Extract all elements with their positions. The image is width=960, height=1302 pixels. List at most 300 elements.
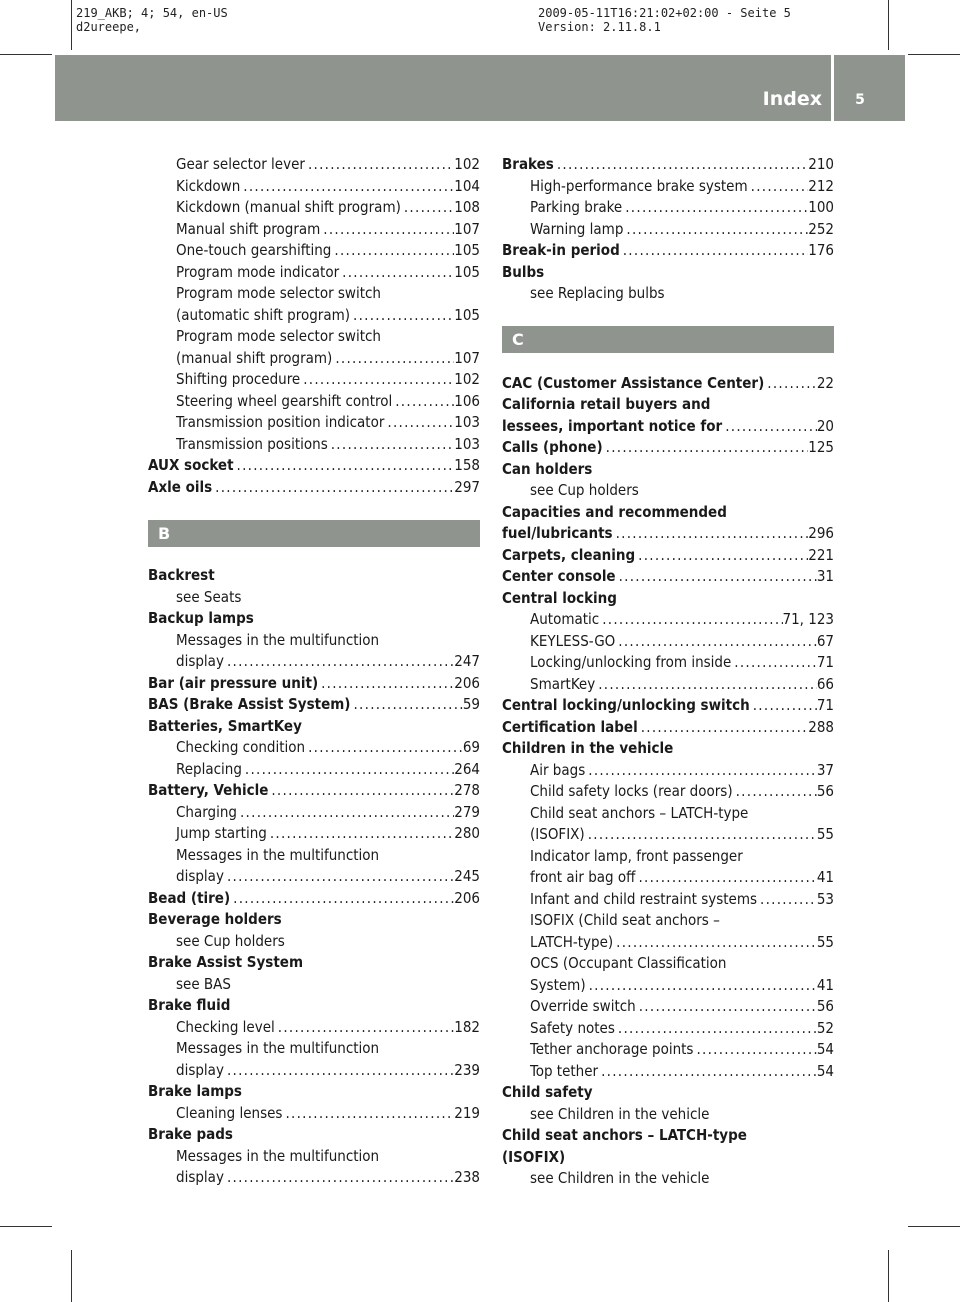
entry-term: Gear selector lever: [176, 155, 305, 173]
entry-page: 37: [816, 760, 834, 779]
entry-page: 67: [816, 631, 834, 650]
entry-heading: Central locking/unlocking switch: [502, 696, 750, 714]
dot-leader: [224, 651, 454, 673]
crop-mark: [71, 1250, 72, 1302]
index-entry-line: [502, 1147, 834, 1169]
entry-term: Messages in the multifunction: [176, 1039, 380, 1057]
entry-heading: California retail buyers and: [502, 395, 711, 413]
dot-leader: [731, 652, 817, 674]
dot-leader: [638, 717, 809, 739]
page-title: Index: [762, 88, 822, 110]
entry-term: Cleaning lenses: [176, 1103, 283, 1122]
entry-heading: AUX socket: [148, 456, 234, 474]
entry-see: see Cup holders: [176, 931, 285, 950]
entry-page: 71: [816, 696, 834, 714]
index-entry: [502, 262, 834, 284]
entry-page: 280: [454, 824, 480, 842]
entry-term: Kickdown: [176, 176, 241, 195]
index-entry: [148, 219, 480, 241]
index-entry: [148, 477, 480, 499]
index-entry: [502, 373, 834, 395]
entry-term: display: [176, 1168, 224, 1186]
index-entry-line: [502, 502, 834, 524]
dot-leader: [237, 802, 454, 824]
index-entry: [502, 219, 834, 241]
entry-page: 182: [454, 1017, 480, 1036]
entry-term: Checking level: [176, 1017, 275, 1036]
entry-term: Warning lamp: [530, 219, 624, 238]
entry-page: 105: [454, 262, 480, 281]
index-entry-line: [148, 326, 480, 348]
entry-term: Messages in the multifunction: [176, 1146, 380, 1165]
dot-leader: [234, 455, 455, 477]
index-entry: [148, 262, 480, 284]
entry-term: KEYLESS-GO: [530, 631, 616, 650]
index-entry: [148, 995, 480, 1017]
entry-page: 108: [454, 198, 480, 216]
entry-page: 102: [454, 370, 480, 388]
index-entry-line: [148, 283, 480, 305]
index-entry: [502, 867, 834, 889]
entry-term: display: [176, 1060, 224, 1079]
index-entry: [502, 176, 834, 198]
entry-heading: Carpets, cleaning: [502, 545, 636, 564]
dot-leader: [586, 975, 817, 997]
entry-heading: Bulbs: [502, 262, 545, 281]
entry-term: Infant and child restraint systems: [530, 889, 758, 908]
entry-heading: Center console: [502, 567, 616, 585]
index-entry: [148, 1167, 480, 1189]
entry-page: 107: [454, 348, 480, 367]
entry-page: 41: [816, 868, 834, 886]
entry-term: Shifting procedure: [176, 370, 301, 388]
dot-leader: [339, 262, 454, 284]
entry-term: SmartKey: [530, 674, 596, 693]
index-entry: [148, 802, 480, 824]
dot-leader: [750, 695, 817, 717]
entry-term: Program mode indicator: [176, 262, 340, 281]
index-entry: [502, 480, 834, 502]
entry-term: display: [176, 867, 224, 885]
entry-page: 100: [808, 198, 834, 216]
section-letter-b: B: [148, 520, 480, 547]
entry-page: 297: [454, 477, 480, 496]
entry-heading: Certification label: [502, 717, 638, 736]
entry-heading: Axle oils: [148, 477, 213, 496]
entry-term: Child safety locks (rear doors): [530, 782, 733, 800]
dot-leader: [401, 197, 454, 219]
entry-page: 66: [816, 674, 834, 693]
index-entry: [502, 824, 834, 846]
crop-mark: [0, 1226, 52, 1227]
entry-term: front air bag off: [530, 868, 636, 886]
dot-leader: [300, 369, 454, 391]
index-entry: [148, 565, 480, 587]
entry-page: 53: [816, 889, 834, 908]
index-entry: [502, 631, 834, 653]
entry-term: ISOFIX (Child seat anchors –: [530, 911, 720, 929]
index-entry: [148, 434, 480, 456]
index-entry: [502, 545, 834, 567]
dot-leader: [603, 437, 809, 459]
dot-leader: [748, 176, 809, 198]
entry-page: 41: [816, 975, 834, 994]
entry-term: (manual shift program): [176, 348, 333, 367]
dot-leader: [623, 219, 808, 241]
entry-see: see BAS: [176, 974, 231, 993]
entry-heading: Brake fluid: [148, 996, 231, 1014]
entry-page: 52: [816, 1018, 834, 1037]
entry-heading: Bar (air pressure unit): [148, 673, 319, 692]
entry-term: Messages in the multifunction: [176, 845, 380, 864]
entry-page: 247: [454, 652, 480, 670]
print-meta-version: [538, 6, 791, 34]
index-entry-line: [502, 1125, 834, 1147]
index-entry-line: [502, 803, 834, 825]
entry-page: 219: [454, 1103, 480, 1122]
index-entry: [148, 1081, 480, 1103]
page-number: 5: [855, 92, 865, 108]
index-entry: [148, 1017, 480, 1039]
entry-page: 22: [816, 373, 834, 392]
entry-page: 31: [816, 567, 834, 585]
index-entry: [148, 455, 480, 477]
entry-term: Program mode selector switch: [176, 284, 381, 302]
entry-heading: Bead (tire): [148, 888, 231, 907]
index-entry-line: [502, 394, 834, 416]
index-entry: [148, 412, 480, 434]
entry-heading: Batteries, SmartKey: [148, 716, 302, 735]
dot-leader: [305, 154, 454, 176]
entry-term: display: [176, 652, 224, 670]
dot-leader: [384, 412, 454, 434]
index-entry: [148, 391, 480, 413]
entry-heading: Child seat anchors – LATCH-type: [502, 1126, 747, 1144]
index-entry: [148, 694, 480, 716]
dot-leader: [240, 176, 454, 198]
entry-page: 103: [454, 413, 480, 431]
index-entry: [148, 866, 480, 888]
entry-heading: Brakes: [502, 155, 554, 173]
entry-term: (automatic shift program): [176, 305, 351, 324]
entry-page: 54: [816, 1061, 834, 1080]
index-entry: [148, 305, 480, 327]
index-entry: [502, 1104, 834, 1126]
entry-heading: Break-in period: [502, 241, 620, 259]
entry-term: Indicator lamp, front passenger: [530, 846, 743, 865]
dot-leader: [616, 566, 817, 588]
entry-heading: fuel/lubricants: [502, 524, 613, 542]
dot-leader: [693, 1039, 816, 1061]
index-entry-line: [148, 1146, 480, 1168]
index-entry: [502, 1082, 834, 1104]
entry-page: 210: [808, 155, 834, 173]
index-entry: [502, 717, 834, 739]
entry-term: Jump starting: [176, 824, 267, 842]
index-entry: [148, 348, 480, 370]
dot-leader: [615, 1018, 817, 1040]
index-entry: [502, 609, 834, 631]
index-entry: [502, 932, 834, 954]
entry-term: Override switch: [530, 997, 636, 1015]
dot-leader: [318, 673, 454, 695]
entry-term: Transmission position indicator: [176, 413, 385, 431]
entry-see: see Children in the vehicle: [530, 1104, 710, 1123]
entry-term: Automatic: [530, 610, 600, 628]
dot-leader: [615, 631, 817, 653]
index-entry: [502, 652, 834, 674]
entry-page: 55: [816, 932, 834, 951]
entry-term: Parking brake: [530, 198, 623, 216]
dot-leader: [392, 391, 454, 413]
section-letter-c: C: [502, 326, 834, 353]
entry-heading: CAC (Customer Assistance Center): [502, 373, 765, 392]
dot-leader: [224, 1060, 454, 1082]
index-entry: [502, 437, 834, 459]
entry-heading: Beverage holders: [148, 910, 282, 928]
index-entry: [502, 154, 834, 176]
dot-leader: [622, 197, 808, 219]
index-entry: [502, 1061, 834, 1083]
dot-leader: [733, 781, 817, 803]
entry-term: Transmission positions: [176, 434, 328, 453]
index-entry: [148, 909, 480, 931]
dot-leader: [635, 867, 816, 889]
dot-leader: [350, 305, 454, 327]
dot-leader: [332, 348, 454, 370]
entry-heading: Capacities and recommended: [502, 502, 727, 521]
dot-leader: [305, 737, 463, 759]
index-entry: [148, 154, 480, 176]
dot-leader: [328, 434, 455, 456]
entry-heading: Brake pads: [148, 1125, 233, 1143]
index-entry: [502, 566, 834, 588]
index-entry: [502, 996, 834, 1018]
entry-page: 252: [808, 219, 834, 238]
entry-term: Messages in the multifunction: [176, 630, 380, 649]
entry-heading: Calls (phone): [502, 438, 603, 456]
entry-page: 176: [808, 241, 834, 259]
index-entry: [148, 608, 480, 630]
entry-see: see Seats: [176, 587, 242, 606]
index-entry-line: [502, 953, 834, 975]
index-entry-line: [502, 846, 834, 868]
dot-leader: [585, 760, 817, 782]
entry-page: 212: [808, 176, 834, 195]
entry-page: 55: [816, 825, 834, 843]
dot-leader: [722, 416, 817, 438]
index-entry: [148, 240, 480, 262]
print-meta-version-line1: 2009-05-11T16:21:02+02:00 - Seite 5: [538, 6, 791, 20]
entry-term: Locking/unlocking from inside: [530, 653, 732, 671]
index-entry: [148, 931, 480, 953]
entry-see: see Children in the vehicle: [530, 1169, 710, 1187]
entry-term: Child seat anchors – LATCH-type: [530, 803, 749, 822]
entry-page: 105: [454, 241, 480, 259]
print-meta-job-line2: d2ureepe,: [76, 20, 142, 34]
index-entry: [502, 1039, 834, 1061]
dot-leader: [554, 154, 808, 176]
index-entry: [502, 695, 834, 717]
entry-page: 102: [454, 155, 480, 173]
index-entry: [148, 974, 480, 996]
index-entry: [148, 759, 480, 781]
index-entry: [148, 952, 480, 974]
dot-leader: [212, 477, 454, 499]
dot-leader: [242, 759, 454, 781]
entry-page: 107: [454, 219, 480, 238]
entry-see: see Cup holders: [530, 481, 639, 499]
index-entry: [148, 780, 480, 802]
dot-leader: [268, 780, 454, 802]
entry-heading: Can holders: [502, 459, 593, 478]
dot-leader: [598, 1061, 817, 1083]
index-entry: [502, 674, 834, 696]
crop-mark: [908, 1226, 960, 1227]
entry-term: Checking condition: [176, 738, 306, 756]
entry-term: OCS (Occupant Classification: [530, 954, 727, 972]
dot-leader: [224, 866, 454, 888]
entry-page: 71: [816, 653, 834, 671]
index-entry: [148, 197, 480, 219]
entry-term: (ISOFIX): [530, 825, 585, 843]
entry-term: Manual shift program: [176, 219, 321, 238]
dot-leader: [620, 240, 809, 262]
entry-heading: Backrest: [148, 566, 215, 584]
entry-heading: BAS (Brake Assist System): [148, 695, 351, 713]
index-entry: [502, 283, 834, 305]
entry-page: 54: [816, 1040, 834, 1058]
dot-leader: [230, 888, 454, 910]
index-column-left: [148, 154, 480, 1189]
header-divider: [831, 55, 834, 121]
entry-term: High-performance brake system: [530, 176, 748, 195]
dot-leader: [275, 1017, 454, 1039]
index-entry: [502, 781, 834, 803]
index-entry: [502, 197, 834, 219]
dot-leader: [585, 824, 817, 846]
entry-term: Charging: [176, 802, 237, 821]
index-entry: [502, 1018, 834, 1040]
entry-page: 59: [462, 695, 480, 713]
index-entry: [502, 975, 834, 997]
entry-page: 206: [454, 673, 480, 692]
index-entry: [502, 889, 834, 911]
dot-leader: [350, 694, 462, 716]
dot-leader: [613, 523, 809, 545]
index-entry-line: [148, 630, 480, 652]
entry-page: 56: [816, 782, 834, 800]
index-entry: [502, 760, 834, 782]
entry-heading: (ISOFIX): [502, 1147, 566, 1166]
entry-heading: Child safety: [502, 1083, 593, 1101]
entry-term: Top tether: [530, 1061, 599, 1080]
index-entry-line: [502, 910, 834, 932]
entry-page: 20: [816, 416, 834, 435]
dot-leader: [599, 609, 782, 631]
entry-page: 264: [454, 759, 480, 778]
entry-term: Air bags: [530, 760, 586, 779]
index-entry: [148, 176, 480, 198]
index-entry: [502, 738, 834, 760]
index-entry: [148, 737, 480, 759]
index-entry: [502, 523, 834, 545]
entry-page: 104: [454, 176, 480, 195]
entry-page: 279: [454, 802, 480, 821]
crop-mark: [888, 0, 889, 50]
entry-page: 69: [462, 738, 480, 756]
entry-term: One-touch gearshifting: [176, 241, 332, 259]
entry-term: Replacing: [176, 759, 242, 778]
index-entry: [502, 240, 834, 262]
index-entry: [148, 651, 480, 673]
print-meta-version-line2: Version: 2.11.8.1: [538, 20, 661, 34]
index-entry: [148, 888, 480, 910]
entry-term: Kickdown (manual shift program): [176, 198, 401, 216]
entry-page: 158: [454, 456, 480, 474]
entry-page: 221: [808, 545, 834, 564]
print-meta-job: [76, 6, 228, 34]
index-entry: [502, 1168, 834, 1190]
entry-heading: Brake lamps: [148, 1082, 242, 1100]
dot-leader: [595, 674, 817, 696]
dot-leader: [636, 996, 817, 1018]
crop-mark: [0, 54, 52, 55]
entry-page: 103: [454, 434, 480, 453]
entry-page: 125: [808, 438, 834, 456]
index-entry: [148, 673, 480, 695]
index-entry-line: [148, 1038, 480, 1060]
entry-heading: Children in the vehicle: [502, 739, 674, 757]
entry-page: 288: [808, 717, 834, 736]
index-column-right: [502, 154, 834, 1190]
entry-heading: Brake Assist System: [148, 953, 304, 971]
entry-heading: lessees, important notice for: [502, 416, 723, 435]
entry-heading: Backup lamps: [148, 609, 254, 627]
index-entry: [148, 1060, 480, 1082]
entry-term: LATCH-type): [530, 932, 614, 951]
dot-leader: [282, 1103, 454, 1125]
index-entry: [502, 416, 834, 438]
crop-mark: [71, 0, 72, 50]
dot-leader: [320, 219, 454, 241]
crop-mark: [908, 54, 960, 55]
index-entry: [148, 716, 480, 738]
entry-page: 71, 123: [782, 610, 834, 628]
dot-leader: [635, 545, 808, 567]
entry-term: Safety notes: [530, 1018, 615, 1037]
index-entry: [148, 369, 480, 391]
entry-page: 238: [454, 1168, 480, 1186]
index-entry: [148, 823, 480, 845]
index-entry: [502, 588, 834, 610]
entry-page: 56: [816, 997, 834, 1015]
crop-mark: [888, 1250, 889, 1302]
dot-leader: [224, 1167, 454, 1189]
entry-heading: Battery, Vehicle: [148, 781, 269, 799]
index-entry: [148, 1103, 480, 1125]
entry-page: 296: [808, 524, 834, 542]
entry-page: 245: [454, 867, 480, 885]
entry-term: Steering wheel gearshift control: [176, 391, 393, 410]
entry-page: 206: [454, 888, 480, 907]
entry-page: 106: [454, 391, 480, 410]
entry-page: 239: [454, 1060, 480, 1079]
dot-leader: [613, 932, 817, 954]
entry-term: Program mode selector switch: [176, 327, 381, 345]
dot-leader: [267, 823, 454, 845]
index-entry: [148, 587, 480, 609]
